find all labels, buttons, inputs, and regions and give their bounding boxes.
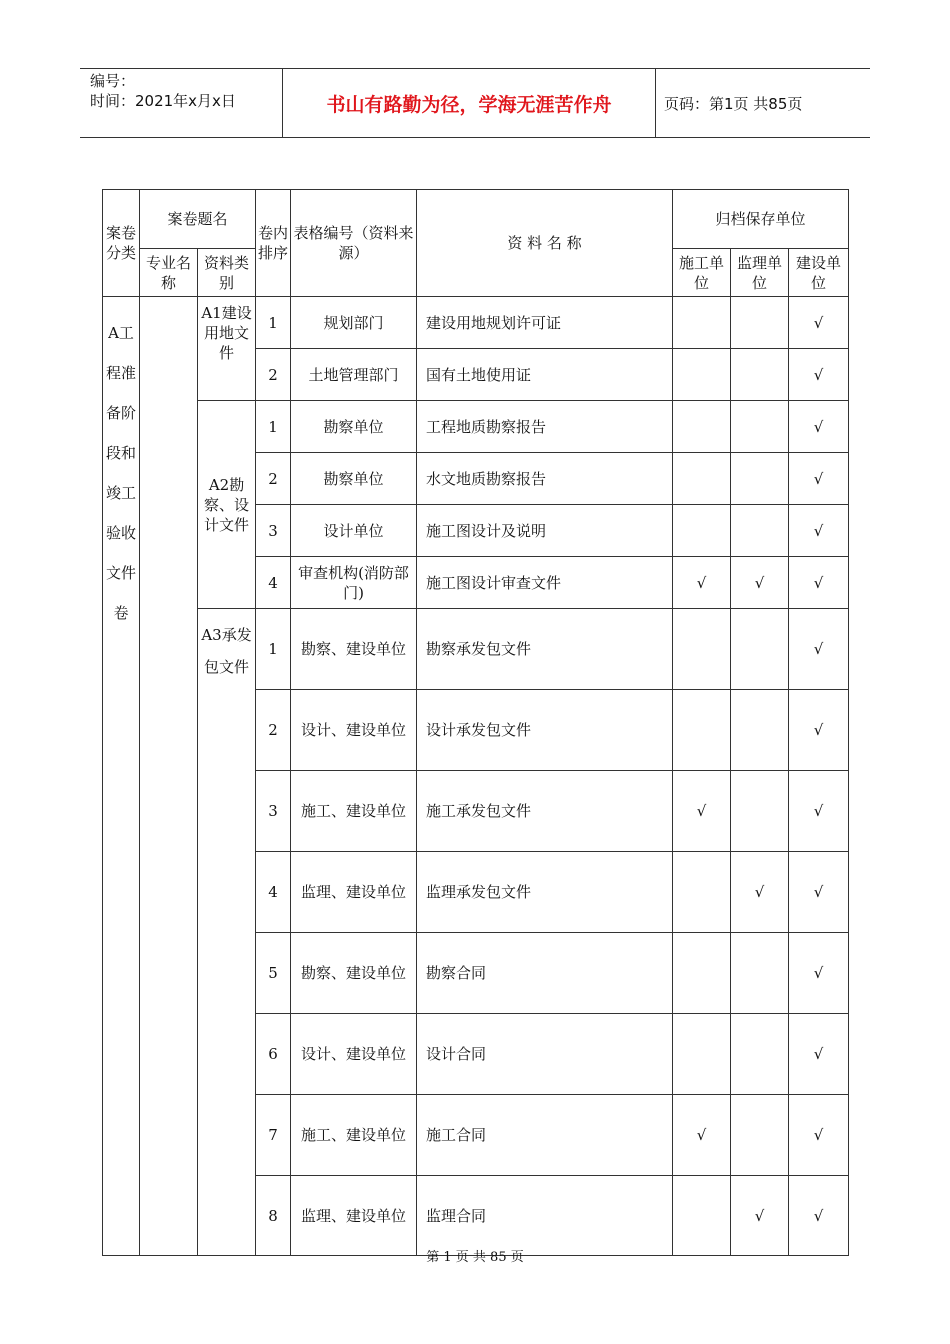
row-source: 勘察单位	[291, 453, 417, 505]
page-footer: 第 1 页 共 85 页	[426, 1250, 524, 1265]
row-source: 土地管理部门	[291, 349, 417, 401]
row-source: 施工、建设单位	[291, 771, 417, 852]
row-check-construction	[673, 505, 731, 557]
row-order: 1	[256, 609, 291, 690]
case-category-value: A工程准备阶段和竣工验收文件卷	[105, 324, 136, 622]
row-check-owner: √	[789, 852, 849, 933]
row-check-owner: √	[789, 1095, 849, 1176]
row-name: 工程地质勘察报告	[417, 401, 673, 453]
header-form-number: 表格编号（资料来源）	[291, 190, 417, 297]
row-source: 设计、建设单位	[291, 1014, 417, 1095]
row-check-construction	[673, 1176, 731, 1256]
row-check-construction	[673, 852, 731, 933]
row-check-construction	[673, 609, 731, 690]
row-source: 监理、建设单位	[291, 1176, 417, 1256]
header-construction-unit: 施工单位	[673, 249, 731, 297]
row-check-supervision: √	[731, 1176, 789, 1256]
row-order: 6	[256, 1014, 291, 1095]
row-name: 施工图设计审查文件	[417, 557, 673, 609]
row-check-supervision	[731, 401, 789, 453]
row-check-owner: √	[789, 349, 849, 401]
row-check-owner: √	[789, 1176, 849, 1256]
row-source: 规划部门	[291, 297, 417, 349]
header-case-category: 案卷分类	[103, 190, 140, 297]
row-order: 4	[256, 557, 291, 609]
header-slogan: 书山有路勤为径，学海无涯苦作舟	[283, 69, 656, 137]
category-a3: A3承发包文件	[201, 626, 252, 676]
row-check-construction	[673, 401, 731, 453]
row-name: 勘察合同	[417, 933, 673, 1014]
row-check-owner: √	[789, 1014, 849, 1095]
row-check-supervision	[731, 933, 789, 1014]
header-page-info: 页码：第1页 共85页	[664, 94, 803, 113]
row-check-owner: √	[789, 453, 849, 505]
row-check-supervision	[731, 349, 789, 401]
page-header	[80, 68, 870, 138]
row-name: 施工合同	[417, 1095, 673, 1176]
row-check-owner: √	[789, 609, 849, 690]
row-order: 3	[256, 771, 291, 852]
row-name: 监理承发包文件	[417, 852, 673, 933]
row-check-owner: √	[789, 690, 849, 771]
specialty-name-cell	[140, 297, 198, 1256]
row-source: 勘察、建设单位	[291, 609, 417, 690]
row-order: 1	[256, 297, 291, 349]
archive-table	[102, 189, 849, 1256]
row-check-construction: √	[673, 1095, 731, 1176]
case-category-cell	[103, 297, 140, 1256]
row-check-owner: √	[789, 505, 849, 557]
row-check-construction: √	[673, 771, 731, 852]
row-check-construction	[673, 297, 731, 349]
row-source: 设计单位	[291, 505, 417, 557]
header-material-category: 资料类别	[198, 249, 256, 297]
row-name: 国有土地使用证	[417, 349, 673, 401]
row-name: 水文地质勘察报告	[417, 453, 673, 505]
row-order: 2	[256, 453, 291, 505]
row-check-owner: √	[789, 933, 849, 1014]
row-name: 设计合同	[417, 1014, 673, 1095]
row-order: 2	[256, 690, 291, 771]
category-a1: A1建设用地文件	[198, 297, 256, 401]
row-check-supervision	[731, 1095, 789, 1176]
row-check-owner: √	[789, 401, 849, 453]
row-check-construction	[673, 453, 731, 505]
row-source: 勘察单位	[291, 401, 417, 453]
row-order: 4	[256, 852, 291, 933]
row-order: 2	[256, 349, 291, 401]
header-owner-unit: 建设单位	[789, 249, 849, 297]
header-specialty-name: 专业名称	[140, 249, 198, 297]
row-check-supervision	[731, 1014, 789, 1095]
row-name: 建设用地规划许可证	[417, 297, 673, 349]
row-check-owner: √	[789, 297, 849, 349]
header-internal-order: 卷内排序	[256, 190, 291, 297]
row-name: 勘察承发包文件	[417, 609, 673, 690]
row-check-construction: √	[673, 557, 731, 609]
row-source: 设计、建设单位	[291, 690, 417, 771]
row-check-supervision	[731, 609, 789, 690]
row-order: 8	[256, 1176, 291, 1256]
row-check-supervision	[731, 771, 789, 852]
row-name: 施工图设计及说明	[417, 505, 673, 557]
category-a3-cell	[198, 609, 256, 1256]
row-order: 1	[256, 401, 291, 453]
row-check-supervision	[731, 297, 789, 349]
row-check-supervision	[731, 453, 789, 505]
row-name: 设计承发包文件	[417, 690, 673, 771]
document-date-label: 时间：2021年x月x日	[90, 92, 236, 110]
row-check-supervision: √	[731, 557, 789, 609]
header-archive-unit: 归档保存单位	[673, 190, 849, 249]
header-material-name: 资 料 名 称	[417, 190, 673, 297]
row-check-supervision	[731, 690, 789, 771]
row-check-construction	[673, 933, 731, 1014]
category-a2: A2勘察、设计文件	[198, 401, 256, 609]
row-order: 3	[256, 505, 291, 557]
row-check-owner: √	[789, 557, 849, 609]
header-meta	[80, 69, 283, 137]
row-source: 勘察、建设单位	[291, 933, 417, 1014]
document-number-label: 编号：	[90, 72, 136, 90]
row-check-supervision: √	[731, 852, 789, 933]
row-source: 施工、建设单位	[291, 1095, 417, 1176]
row-name: 监理合同	[417, 1176, 673, 1256]
header-supervision-unit: 监理单位	[731, 249, 789, 297]
row-check-supervision	[731, 505, 789, 557]
row-order: 5	[256, 933, 291, 1014]
row-order: 7	[256, 1095, 291, 1176]
row-check-construction	[673, 1014, 731, 1095]
row-source: 监理、建设单位	[291, 852, 417, 933]
row-source: 审查机构(消防部门)	[291, 557, 417, 609]
row-name: 施工承发包文件	[417, 771, 673, 852]
row-check-owner: √	[789, 771, 849, 852]
row-check-construction	[673, 690, 731, 771]
header-volume-title: 案卷题名	[140, 190, 256, 249]
row-check-construction	[673, 349, 731, 401]
